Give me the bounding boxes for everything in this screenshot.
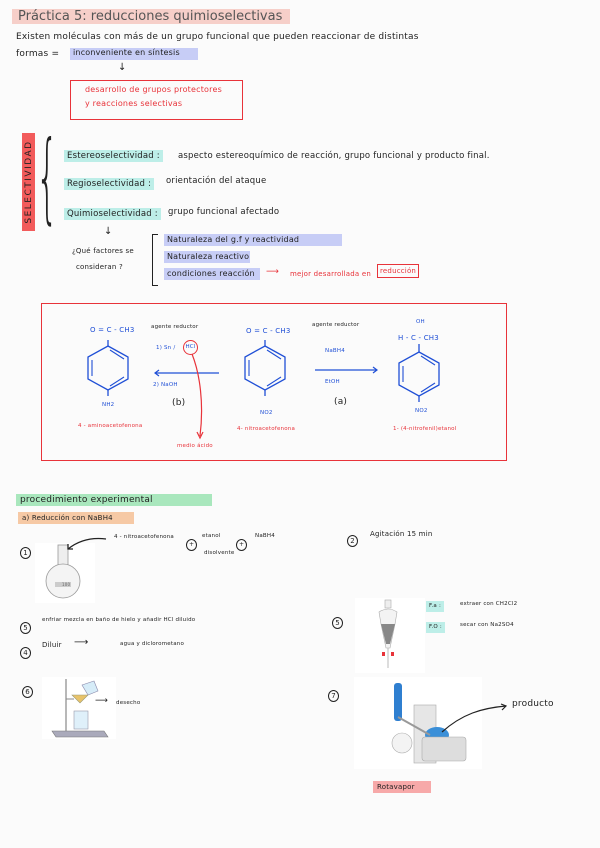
factor-2: Naturaleza reactivo	[164, 251, 250, 263]
step-3-text: enfriar mezcla en baño de hielo y añadir HCl diluido	[42, 617, 196, 623]
fo-label: F.O :	[426, 622, 445, 633]
reaction-b-step1-circled: HCl	[183, 340, 198, 355]
question-line-2: consideran ?	[76, 263, 123, 271]
def-estereoselectividad: aspecto estereoquímico de reacción, grupo funcional y producto final.	[178, 151, 490, 161]
round-bottom-flask-image	[35, 543, 95, 603]
left-product-bottom: NH2	[102, 402, 115, 408]
step-7-arrow-label: producto	[512, 699, 554, 709]
curved-arrow-icon	[190, 354, 210, 440]
reaction-b-step1: 1) Sn /	[156, 345, 176, 351]
middle-reactant-bottom: NO2	[260, 410, 273, 416]
step-4-text: Diluir	[42, 641, 62, 649]
reaction-a-agent: agente reductor	[312, 322, 360, 328]
plus-icon: +	[236, 531, 247, 551]
fa-label: F.a :	[426, 601, 444, 612]
reaction-a-solvent: EtOH	[325, 379, 340, 385]
selectividad-label: SELECTIVIDAD	[23, 140, 34, 224]
middle-reactant-top: O = C - CH3	[246, 327, 291, 335]
step-6-arrow-label: desecho	[116, 700, 141, 706]
step-5-number: 5	[332, 610, 343, 629]
boxed-note	[70, 80, 243, 120]
curved-arrow-icon	[66, 537, 108, 551]
plus-icon: +	[186, 531, 197, 551]
right-arrow-icon: ⟶	[95, 696, 109, 706]
procedure-subheading: a) Reducción con NaBH4	[18, 512, 134, 524]
flask-label: 100	[62, 582, 71, 587]
step-4-arrow-to: agua y diclorometano	[120, 641, 185, 647]
right-arrow-icon: ⟶	[74, 637, 89, 648]
factor-note-boxed: reducción	[377, 264, 419, 278]
step-2-number: 2	[347, 528, 358, 547]
fa-text: extraer con CH2Cl2	[460, 601, 518, 607]
selectividad-tab	[22, 133, 35, 231]
right-product-bottom: NO2	[415, 408, 428, 414]
left-product-name: 4 - aminoacetofenona	[78, 423, 143, 429]
term-regioselectividad: Regioselectividad :	[64, 178, 154, 190]
page-title: Práctica 5: reducciones quimioselectivas	[12, 9, 290, 24]
right-product-top: H - C - CH3	[398, 334, 439, 342]
right-arrow-icon: ⟶	[266, 267, 280, 277]
step-7-number: 7	[328, 683, 339, 702]
reaction-a-label: (a)	[334, 397, 348, 407]
intro-line-1: Existen moléculas con más de un grupo funcional que pueden reaccionar de distintas	[16, 32, 419, 42]
reaction-a-reagent: NaBH4	[325, 348, 345, 354]
step-1-text: 4 - nitroacetofenona	[114, 534, 174, 540]
step-1-number: 1	[20, 540, 31, 559]
benzene-ring-icon	[86, 340, 130, 396]
procedure-heading: procedimiento experimental	[16, 494, 212, 506]
step-4-number: 4	[20, 640, 31, 659]
def-quimioselectividad: grupo funcional afectado	[168, 207, 280, 217]
left-product-top: O = C - CH3	[90, 326, 135, 334]
intro-line-2-prefix: formas =	[16, 49, 60, 59]
down-arrow-icon: ↓	[104, 226, 113, 237]
intro-highlight: inconveniente en síntesis	[70, 48, 198, 60]
reaction-b-label: (b)	[172, 398, 186, 408]
factor-note: mejor desarrollada en	[290, 270, 371, 278]
benzene-ring-icon	[243, 340, 287, 396]
reaction-b-agent: agente reductor	[151, 324, 199, 330]
brace-icon	[152, 234, 158, 286]
middle-reactant-name: 4- nitroacetofenona	[237, 426, 296, 432]
boxed-note-line-2: y reacciones selectivas	[85, 99, 183, 108]
brace-icon: {	[36, 119, 59, 235]
def-regioselectividad: orientación del ataque	[166, 176, 267, 186]
factor-1: Naturaleza del g.f y reactividad	[164, 234, 342, 246]
step-1-extra1: etanol	[202, 533, 221, 539]
question-line-1: ¿Qué factores se	[72, 247, 134, 255]
right-arrow-icon	[315, 367, 379, 373]
fo-text: secar con Na2SO4	[460, 622, 514, 628]
separatory-funnel-image	[355, 598, 425, 673]
right-product-name: 1- (4-nitrofenil)etanol	[393, 426, 457, 432]
term-estereoselectividad: Estereoselectividad :	[64, 150, 163, 162]
reaction-b-step2: 2) NaOH	[153, 382, 178, 388]
rotavapor-label: Rotavapor	[373, 781, 431, 793]
right-product-oh: OH	[416, 319, 425, 325]
step-3-number: 5	[20, 615, 31, 634]
benzene-ring-icon	[397, 344, 441, 402]
step-6-number: 6	[22, 679, 33, 698]
factor-3: condiciones reacción	[164, 268, 260, 280]
acid-note: medio ácido	[177, 443, 213, 449]
filtration-setup-image	[42, 677, 116, 739]
down-arrow-icon: ↓	[118, 62, 127, 73]
boxed-note-line-1: desarrollo de grupos protectores	[85, 85, 222, 94]
step-1-extra1-sub: disolvente	[204, 550, 235, 556]
step-1-extra2: NaBH4	[255, 533, 275, 539]
curved-arrow-icon	[442, 704, 508, 734]
step-2-text: Agitación 15 min	[370, 530, 433, 538]
term-quimioselectividad: Quimioselectividad :	[64, 208, 161, 220]
